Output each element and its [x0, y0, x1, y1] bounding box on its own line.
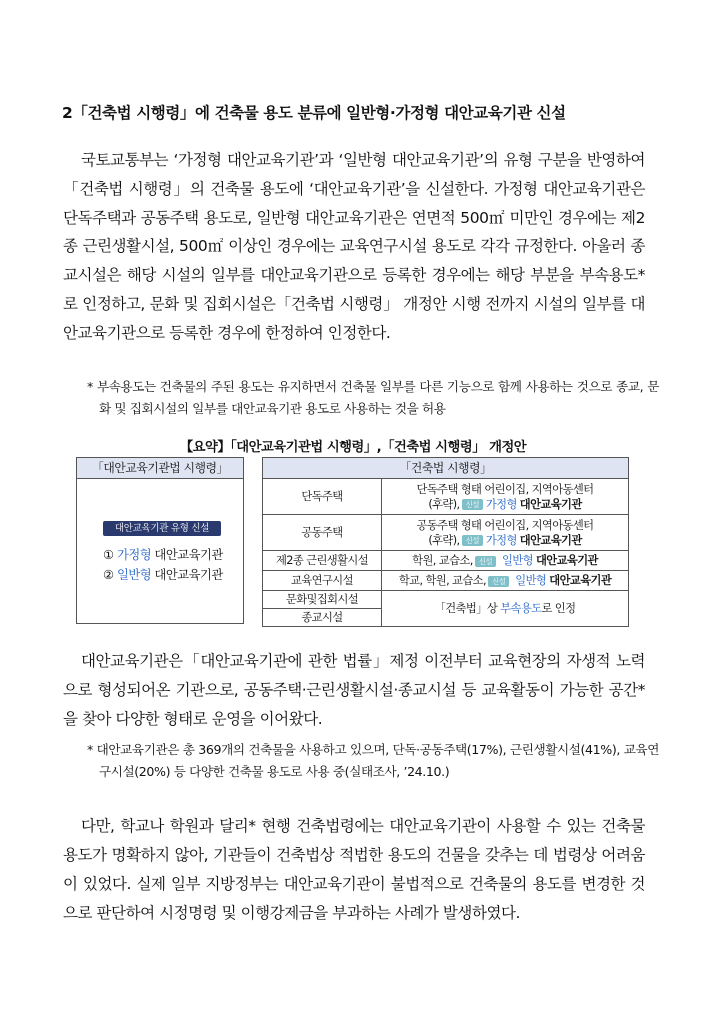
building-use-table	[262, 478, 629, 627]
table-row	[263, 479, 629, 515]
item-number: ②	[103, 568, 114, 582]
footnote-1: * 부속용도는 건축물의 주된 용도는 유지하면서 건축물 일부를 다른 기능으로 함께 사용하는 것으로 종교, 문화 및 집회시설의 일부를 대안교육기관 용도로 사용하는 것을 허용	[87, 379, 659, 416]
paragraph-1: 국토교통부는 ‘가정형 대안교육기관’과 ‘일반형 대안교육기관’의 유형 구분을 반영하여「건축법 시행령」의 건축물 용도에 ‘대안교육기관’을 신설한다. 가정형 대안교육기관은 단독주택과 공동주택 용도로, 일반형 대안교육기관은 연면적 500㎡ 미만인 경우에는 제2종 근린생활시설, 500㎡ 이상인 경우에는 교육연구시설 용도로 각각 규정한다. 아울러 종교시설은 해당 시설의 일부를 대안교육기관으로 등록한 경우에는 해당 부분을 부속용도*로 인정하고, 문화 및 집회시설은「건축법 시행령」 개정안 시행 전까지 시설의 일부를 대안교육기관으로 등록한 경우에 한정하여 인정한다.	[63, 151, 645, 342]
item-type: 가정형	[116, 548, 152, 562]
section-heading: 2「건축법 시행령」에 건축물 용도 분류에 일반형·가정형 대안교육기관 신설	[62, 104, 566, 122]
item-label: 대안교육기관	[154, 568, 223, 582]
detail-cell	[382, 551, 629, 571]
paragraph-2: 대안교육기관은「대안교육기관에 관한 법률」제정 이전부터 교육현장의 자생적 노력으로 형성되어온 기관으로, 공동주택·근린생활시설·종교시설 등 교육활동이 가능한 공간*을 찾아 다양한 형태로 운영을 이어왔다.	[63, 652, 645, 728]
new-tag: 신설	[462, 535, 483, 546]
type-label: 일반형	[502, 554, 533, 567]
type-label: 일반형	[515, 574, 547, 587]
detail-line	[382, 533, 628, 548]
merged-detail-cell	[382, 591, 629, 627]
use-cell: 제2종 근린생활시설	[263, 551, 382, 571]
merged-type: 부속용도	[500, 602, 542, 615]
left-item-general-type	[103, 565, 223, 583]
type-suffix: 대안교육기관	[519, 533, 582, 547]
detail-cell	[382, 515, 629, 551]
paragraph-3: 다만, 학교나 학원과 달리* 현행 건축법령에는 대안교육기관이 사용할 수 있는 건축물 용도가 명확하지 않아, 기관들이 건축법상 적법한 용도의 건물을 갖추는 데 법령상 어려움이 있었다. 실제 일부 지방정부는 대안교육기관이 불법적으로 건축물의 용도를 변경한 것으로 판단하여 시정명령 및 이행강제금을 부과하는 사례가 발생하였다.	[63, 817, 645, 922]
table-row	[263, 515, 629, 551]
detail-line	[382, 497, 628, 512]
merged-suffix: 로 인정	[541, 602, 576, 615]
right-table-header: 「건축법 시행령」	[262, 457, 629, 479]
table-row	[263, 551, 629, 571]
type-suffix: 대안교육기관	[519, 497, 582, 511]
detail-line: 단독주택 형태 어린이집, 지역아동센터	[416, 482, 594, 496]
type-new-badge: 대안교육기관 유형 신설	[103, 521, 221, 536]
left-item-home-type	[103, 545, 223, 563]
merged-prefix: 「건축법」상	[434, 602, 498, 615]
type-label: 가정형	[485, 533, 517, 547]
use-cell: 공동주택	[263, 515, 382, 551]
type-suffix: 대안교육기관	[535, 554, 598, 567]
left-table-header: 「대안교육기관법 시행령」	[76, 457, 244, 479]
new-tag: 신설	[475, 556, 496, 567]
item-number: ①	[103, 548, 114, 562]
use-cell: 단독주택	[263, 479, 382, 515]
detail-prefix: (후략),	[428, 533, 460, 547]
use-cell: 종교시설	[263, 609, 382, 627]
table-row	[263, 591, 629, 609]
detail-prefix: 학원, 교습소,	[412, 554, 473, 567]
item-type: 일반형	[116, 568, 152, 582]
footnote-2: * 대안교육기관은 총 369개의 건축물을 사용하고 있으며, 단독·공동주택(17%), 근린생활시설(41%), 교육연구시설(20%) 등 다양한 건축물 용도로 사용 중(실태조사, ’24.10.)	[87, 742, 659, 779]
detail-cell	[382, 479, 629, 515]
detail-line: 공동주택 형태 어린이집, 지역아동센터	[416, 518, 594, 532]
use-cell: 교육연구시설	[263, 571, 382, 591]
use-cell: 문화및집회시설	[263, 591, 382, 609]
new-tag: 신설	[488, 576, 509, 587]
table-caption: 【요약】「대안교육기관법 시행령」,「건축법 시행령」 개정안	[179, 440, 527, 455]
new-tag: 신설	[462, 499, 483, 510]
detail-cell	[382, 571, 629, 591]
item-label: 대안교육기관	[154, 548, 223, 562]
detail-prefix: (후략),	[428, 497, 460, 511]
detail-prefix: 학교, 학원, 교습소,	[398, 574, 486, 587]
type-label: 가정형	[485, 497, 517, 511]
table-row	[263, 571, 629, 591]
type-suffix: 대안교육기관	[549, 574, 612, 587]
